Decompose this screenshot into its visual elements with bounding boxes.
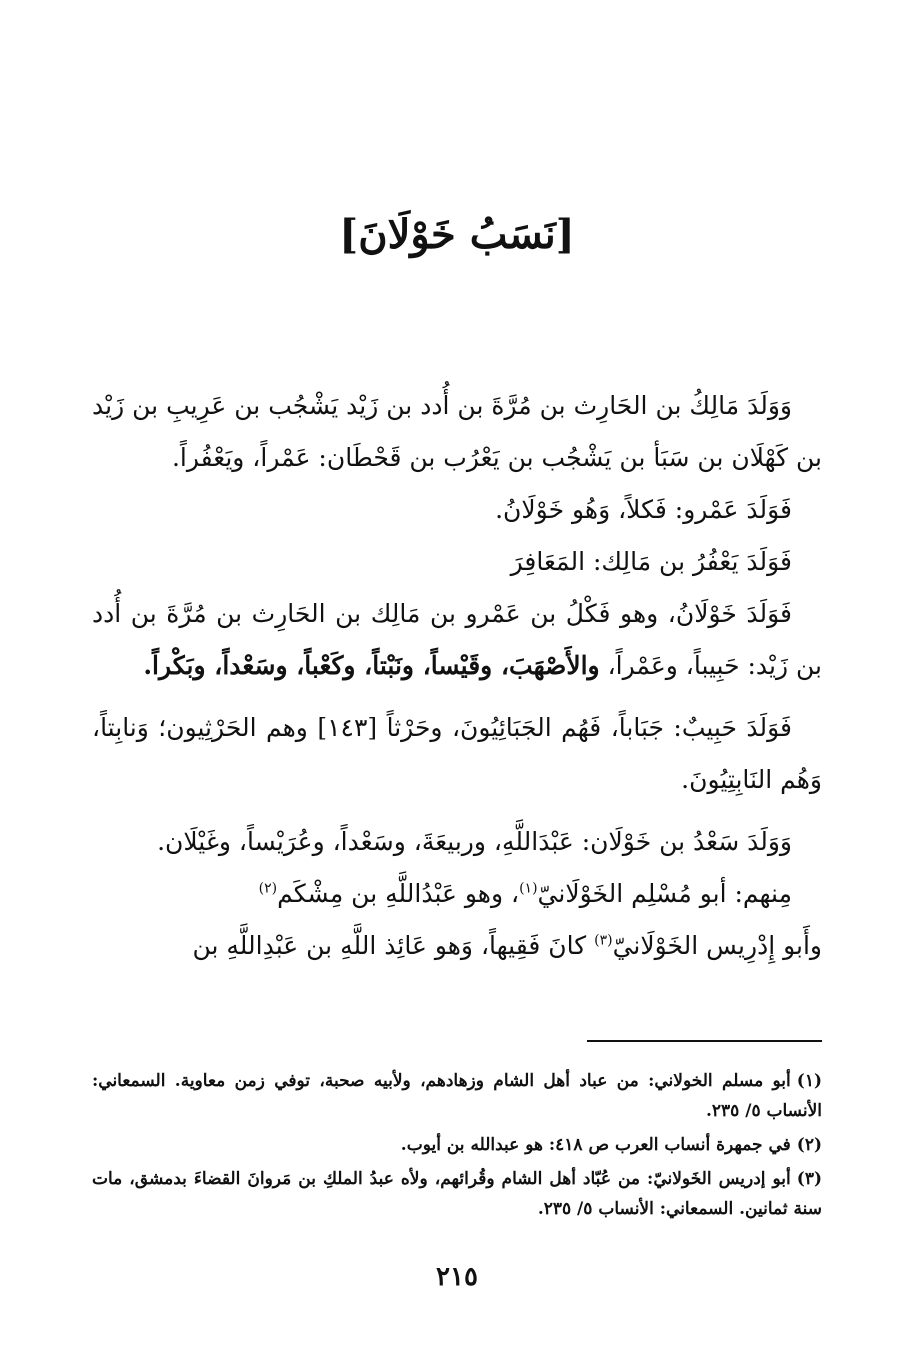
chapter-title: [نَسَبُ خَوْلَانَ] [339,211,575,258]
paragraph-abu-muslim [92,868,822,920]
paragraph-abu-idris [92,920,822,972]
page-number: ٢١٥ [436,1262,478,1292]
paragraph-yafur-sons: فَوَلَدَ يَعْفُرُ بن مَالِك: المَعَافِرَ [510,547,792,576]
abu-muslim-name: مِنهم: أبو مُسْلِم الخَوْلَانيّ [537,879,792,908]
paragraph-habib-sons: فَوَلَدَ حَبِيبٌ: جَبَاباً، فَهُم الجَبَائِيُونَ، وحَرْثاً [١٤٣] وهم الحَرْثِيون؛ وَنابِتاً، وَهُم النَابِتِيُونَ. [92,713,822,794]
footnote-number: (٢) [796,1135,822,1155]
abu-idris-details: كانَ فَقِيهاً، وَهو عَائِذ اللَّهِ بن عَبْدِاللَّهِ بن [192,931,587,960]
footnote-ref-3[interactable]: (٣) [594,932,613,949]
main-text [92,380,822,972]
paragraph-khawlan-sons [92,588,822,692]
footnote-text: في جمهرة أنساب العرب ص ٤١٨: هو عبدالله بن أيوب. [400,1135,791,1155]
khawlan-sons-list: والأَصْهَبَ، وقَيْساً، ونَبْتاً، وكَعْباً، وسَعْداً، وبَكْراً. [143,651,600,680]
footnote-divider [587,1040,822,1042]
footnote-ref-1[interactable]: (١) [519,880,538,897]
footnote-number: (١) [796,1071,822,1091]
footnote-text: أبو إدريس الخَولانيّ: من عُبّاد أهل الشام وقُرائهم، ولأه عبدُ الملكِ بن مَروانَ القضاءَ بدمشق، مات سنة ثمانين. السمعاني: الأنساب ٥/ ٢٣٥. [92,1169,822,1219]
footnote-text: أبو مسلم الخولاني: من عباد أهل الشام وزهادهم، ولأبيه صحبة، توفي زمن معاوية. السمعاني: الأنساب ٥/ ٢٣٥. [92,1071,822,1121]
footnote-ref-2[interactable]: (٢) [258,880,278,897]
abu-idris-name: وأَبو إِدْرِيس الخَوْلَانيّ [612,931,822,960]
abu-muslim-details: ، وهو عَبْدُاللَّهِ بن مِشْكَم [277,879,520,908]
paragraph-saad-sons: وَوَلَدَ سَعْدُ بن خَوْلَان: عَبْدَاللَّهِ، وربيعَةَ، وسَعْداً، وعُرَيْساً، وغَيْلَان. [157,827,792,856]
footnotes-section [92,1066,822,1228]
footnote-1 [92,1066,822,1126]
khawlan-sons-intro: فَوَلَدَ خَوْلَانُ، وهو فَكْلُ بن عَمْرو بن مَالِك بن الحَارِث بن مُرَّةَ بن أُدد بن زَيْد: حَبِيباً، وعَمْراً، [92,599,822,680]
footnote-3 [92,1164,822,1224]
footnote-2 [92,1130,822,1160]
paragraph-amr-sons: فَوَلَدَ عَمْرو: فَكلاً، وَهُو خَوْلَانُ. [495,495,792,524]
paragraph-lineage-malik: وَوَلَدَ مَالِكُ بن الحَارِث بن مُرَّةَ بن أُدد بن زَيْد يَشْجُب بن عَرِيبِ بن زَيْد بن كَهْلَان بن سَبَأ بن يَشْجُب بن يَعْرُب بن قَحْطَان: عَمْراً، ويَعْفُراً. [92,391,822,472]
footnote-number: (٣) [796,1169,822,1189]
